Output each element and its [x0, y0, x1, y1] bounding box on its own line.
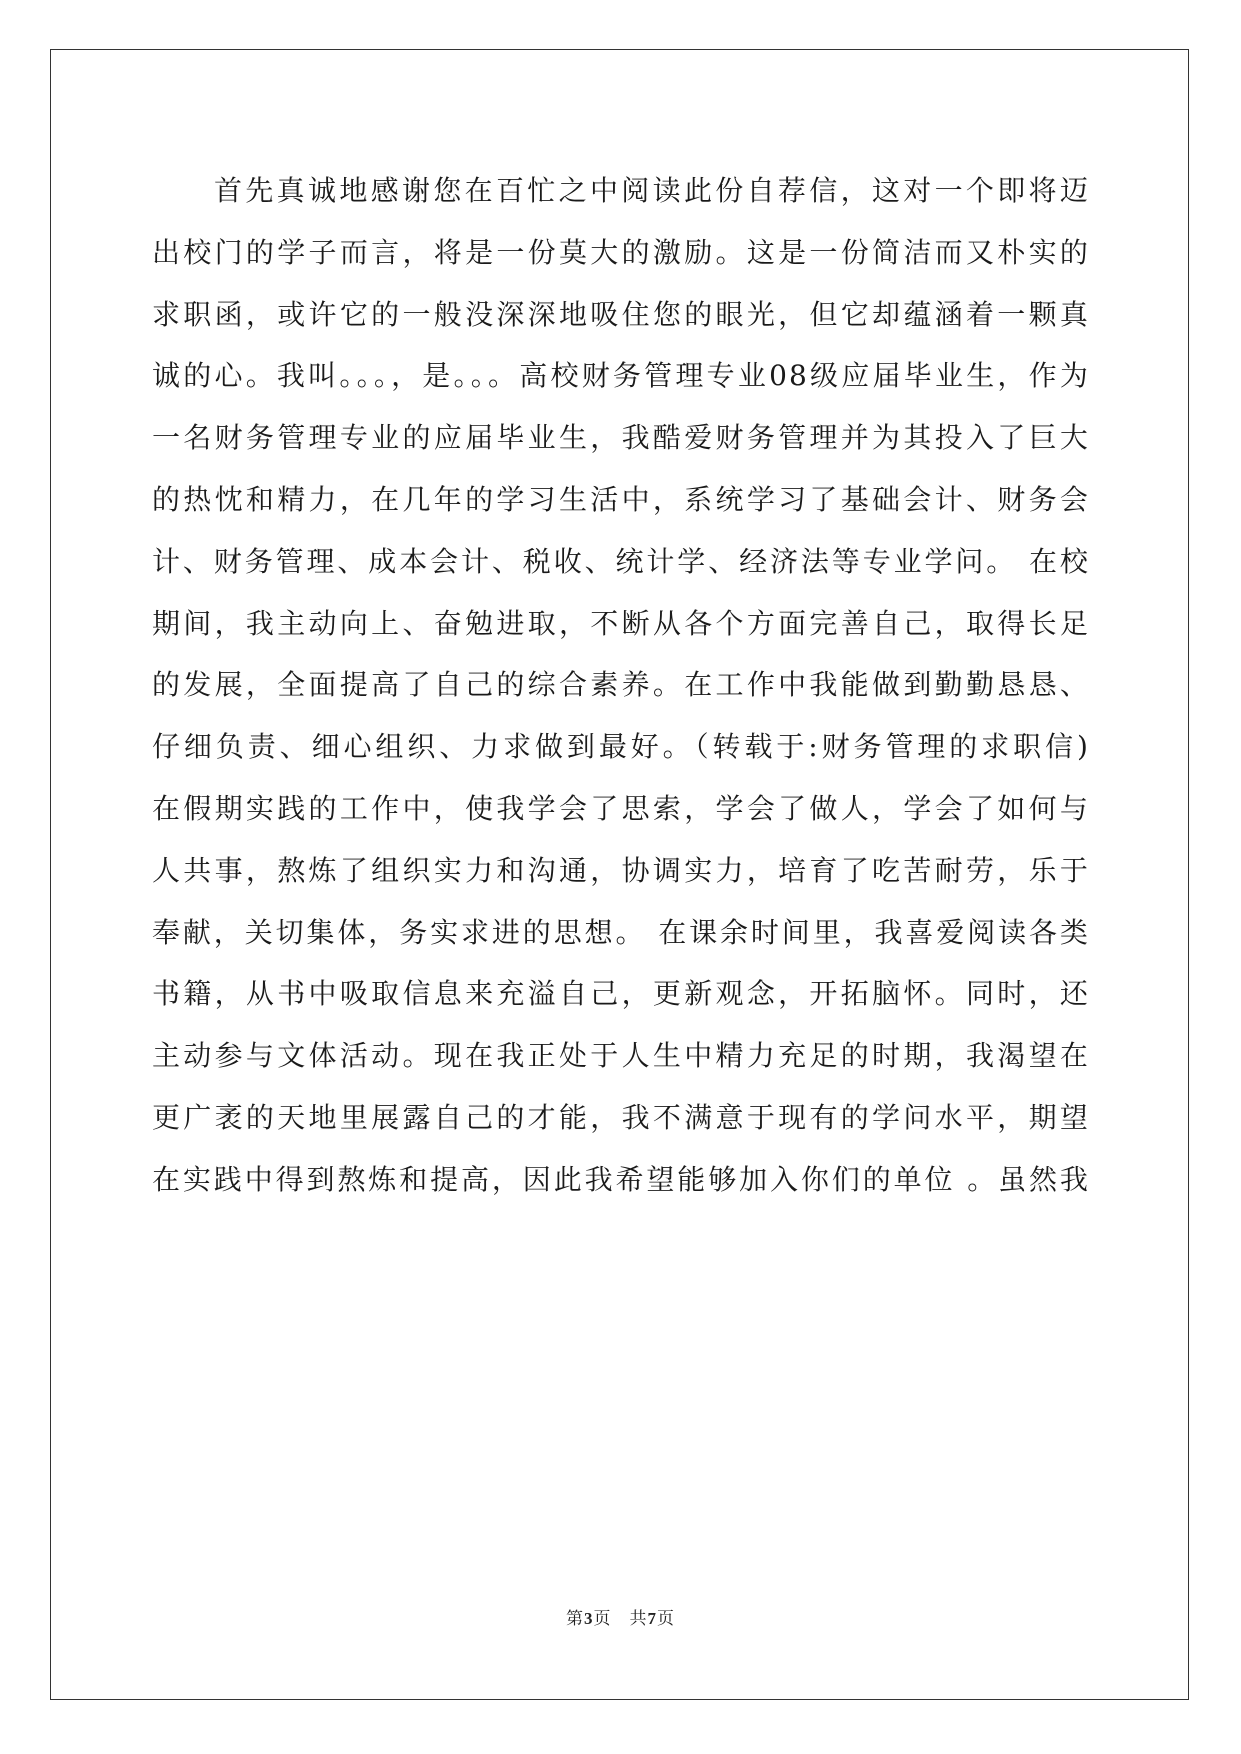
page-footer	[0, 1604, 1241, 1629]
body-line-7: 计、财务管理、成本会计、税收、统计学、经济法等专业学问。 在校	[152, 544, 1090, 578]
body-line-8: 期间，我主动向上、奋勉进取，不断从各个方面完善自己，取得长足	[152, 606, 1090, 640]
body-line-13: 奉献，关切集体，务实求进的思想。 在课余时间里，我喜爱阅读各类	[152, 915, 1090, 949]
body-line-15: 主动参与文体活动。现在我正处于人生中精力充足的时期，我渴望在	[152, 1039, 1090, 1073]
body-line-17: 在实践中得到熬炼和提高，因此我希望能够加入你们的单位 。虽然我	[152, 1162, 1090, 1196]
body-line-16: 更广袤的天地里展露自己的才能，我不满意于现有的学问水平，期望	[152, 1100, 1090, 1134]
cover-letter-body	[152, 160, 1090, 1211]
page-prefix: 第	[566, 1609, 584, 1629]
body-line-10: 仔细负责、细心组织、力求做到最好。（转载于:财务管理的求职信)	[152, 730, 1090, 764]
body-line-14: 书籍，从书中吸取信息来充溢自己，更新观念，开拓脑怀。同时，还	[152, 977, 1090, 1011]
total-unit: 页	[657, 1609, 675, 1629]
body-line-5: 一名财务管理专业的应届毕业生，我酷爱财务管理并为其投入了巨大	[152, 421, 1090, 455]
body-line-4: 诚的心。我叫。。。，是。。。高校财务管理专业08级应届毕业生，作为	[152, 359, 1090, 393]
total-prefix: 共	[629, 1609, 648, 1629]
body-line-6: 的热忱和精力，在几年的学习生活中，系统学习了基础会计、财务会	[152, 482, 1090, 516]
body-line-3: 求职函，或许它的一般没深深地吸住您的眼光，但它却蕴涵着一颗真	[152, 297, 1090, 331]
body-line-1: 首先真诚地感谢您在百忙之中阅读此份自荐信，这对一个即将迈	[214, 174, 1090, 207]
page-number: 3	[584, 1609, 594, 1628]
body-line-9: 的发展，全面提高了自己的综合素养。在工作中我能做到勤勤恳恳、	[152, 668, 1090, 702]
body-line-11: 在假期实践的工作中，使我学会了思索，学会了做人，学会了如何与	[152, 791, 1090, 825]
page-unit: 页	[593, 1609, 612, 1629]
total-pages: 7	[647, 1609, 657, 1628]
body-line-2: 出校门的学子而言，将是一份莫大的激励。这是一份简洁而又朴实的	[152, 235, 1090, 269]
body-line-12: 人共事，熬炼了组织实力和沟通，协调实力，培育了吃苦耐劳，乐于	[152, 853, 1090, 887]
